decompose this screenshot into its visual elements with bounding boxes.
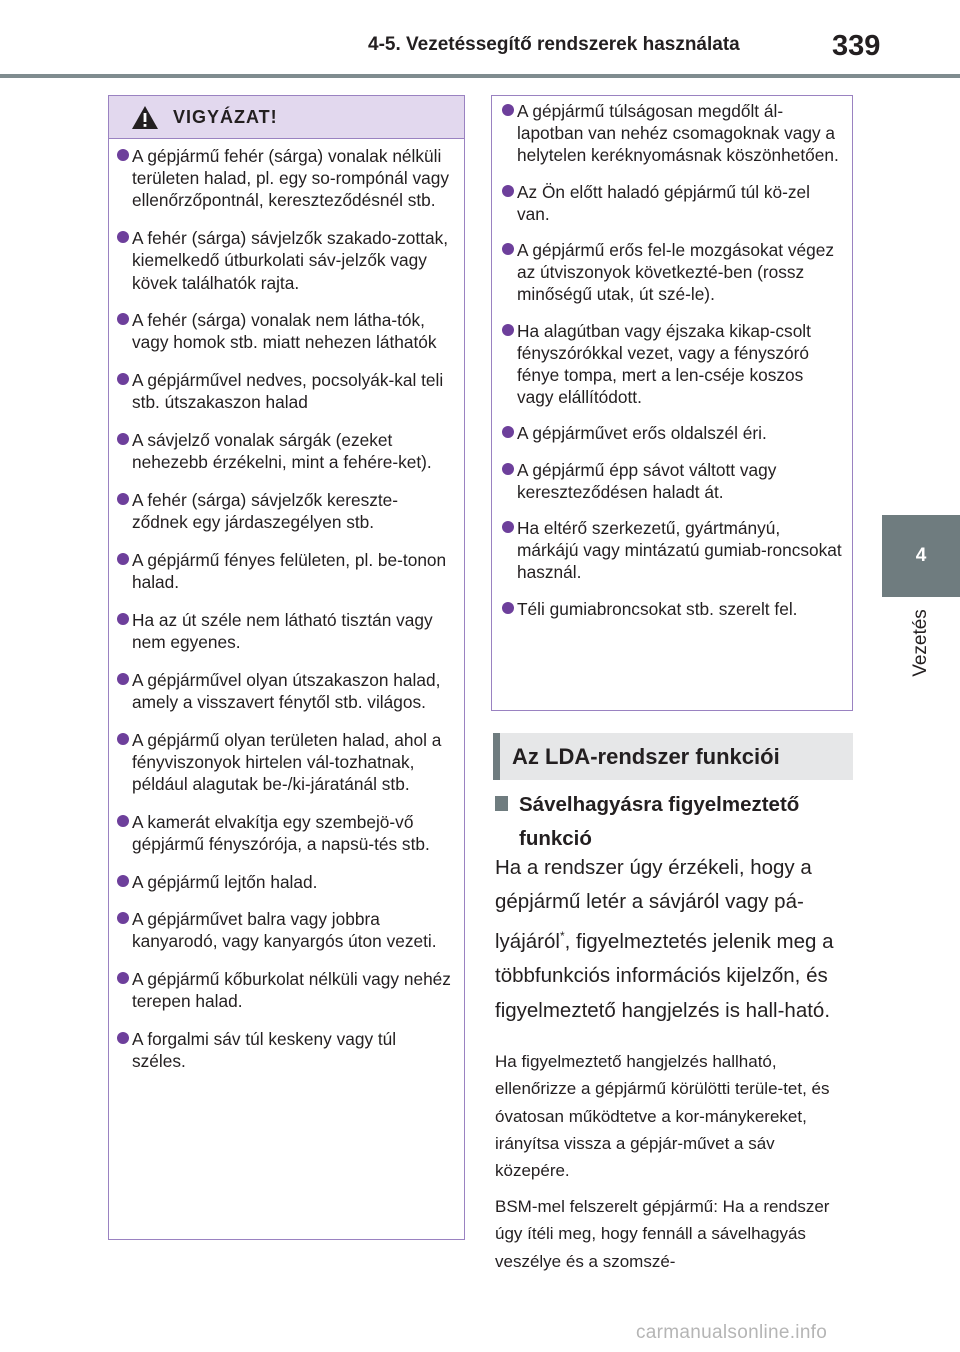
bullet-dot-icon	[117, 875, 129, 887]
caution-list-item	[502, 181, 844, 225]
caution-list-item	[117, 609, 452, 653]
caution-list-item	[117, 227, 452, 294]
caution-item-text: A gépjármű épp sávot váltott vagy kereszteződésen haladt át.	[517, 459, 777, 502]
caution-list-item	[117, 729, 452, 796]
caution-item-text: A forgalmi sáv túl keskeny vagy túl széles.	[132, 1029, 397, 1072]
caution-title: VIGYÁZAT!	[173, 106, 278, 127]
bullet-dot-icon	[502, 463, 514, 475]
main-text-before: Ha a rendszer úgy érzékeli, hogy a gépjármű letér a sávjáról vagy pá-lyájáról	[495, 856, 812, 954]
caution-item-text: A gépjárművel olyan útszakaszon halad, amely a visszavert fénytől stb. világos.	[132, 669, 441, 712]
bullet-dot-icon	[117, 613, 129, 625]
main-text-after: , figyelmeztetés jelenik meg a többfunkciós információs kijelzőn, és figyelmeztető hangjelzés is hall-ható.	[495, 930, 834, 1022]
caution-item-text: A gépjárművel nedves, pocsolyák-kal teli stb. útszakaszon halad	[132, 370, 444, 413]
bullet-dot-icon	[117, 912, 129, 924]
bullet-dot-icon	[502, 521, 514, 533]
caution-list-item	[117, 908, 452, 952]
header-section-title: 4-5. Vezetéssegítő rendszerek használata	[368, 34, 740, 55]
subheading-square-marker	[495, 796, 508, 811]
caution-list-item	[117, 1028, 452, 1072]
caution-list-item	[502, 598, 844, 620]
footnote-mark: *	[559, 929, 565, 944]
bullet-dot-icon	[502, 104, 514, 116]
bullet-dot-icon	[117, 433, 129, 445]
caution-list-item	[117, 811, 452, 855]
caution-item-text: A gépjárművet erős oldalszél éri.	[517, 423, 767, 444]
caution-list-item	[502, 517, 844, 584]
caution-box-right	[491, 95, 853, 711]
bullet-dot-icon	[117, 972, 129, 984]
caution-list-item	[117, 871, 452, 893]
header-rule	[0, 74, 960, 78]
caution-list-item	[502, 100, 844, 167]
bullet-dot-icon	[117, 553, 129, 565]
watermark: carmanualsonline.info	[636, 1322, 828, 1343]
caution-list-item	[117, 489, 452, 533]
chapter-number: 4	[915, 545, 927, 566]
caution-item-text: Ha alagútban vagy éjszaka kikap-csolt fényszórókkal vezet, vagy a fényszóró fénye tompa, mert a len-cséje koszos vagy elállítódott.	[517, 320, 811, 408]
chapter-label: Vezetés	[910, 609, 931, 677]
chapter-tab[interactable]	[882, 515, 960, 597]
bullet-dot-icon	[117, 1032, 129, 1044]
bullet-dot-icon	[117, 673, 129, 685]
caution-header	[109, 96, 464, 139]
page-number: 339	[832, 30, 881, 62]
bullet-dot-icon	[117, 313, 129, 325]
subheading-line-1: Sávelhagyásra figyelmeztető	[519, 793, 800, 816]
bullet-dot-icon	[117, 493, 129, 505]
subheading-text	[495, 788, 845, 856]
caution-list-left	[109, 139, 464, 1073]
caution-item-text: Ha az út széle nem látható tisztán vagy nem egyenes.	[132, 609, 433, 652]
caution-list-item	[502, 320, 844, 409]
main-paragraph	[495, 851, 845, 1028]
caution-list-item	[117, 145, 452, 212]
caution-list-item	[117, 968, 452, 1012]
caution-item-text: A fehér (sárga) sávjelzők szakado-zottak, kiemelkedő útburkolati sáv-jelzők vagy kövek találhatók rajta.	[132, 228, 449, 293]
caution-list-item	[117, 309, 452, 353]
caution-item-text: A gépjármű túlságosan megdőlt ál-lapotban van nehéz csomagoknak vagy a helytelen keréknyomásnak köszönhetően.	[517, 101, 839, 166]
caution-list-item	[117, 369, 452, 413]
warning-triangle-icon	[131, 105, 159, 130]
bullet-dot-icon	[117, 149, 129, 161]
subheading-line-2: funkció	[519, 827, 592, 850]
bullet-dot-icon	[117, 733, 129, 745]
caution-item-text: A gépjármű fényes felületen, pl. be-tonon halad.	[132, 549, 447, 593]
caution-item-text: Ha eltérő szerkezetű, gyártmányú, márkájú vagy mintázatú gumiab-roncsokat használ.	[517, 518, 842, 583]
bullet-dot-icon	[117, 815, 129, 827]
caution-list-item	[117, 549, 452, 593]
caution-item-text: A gépjármű erős fel-le mozgásokat végez az útviszonyok következté-ben (rossz minőségű utak, út szé-le).	[517, 240, 834, 305]
caution-item-text: A gépjárművet balra vagy jobbra kanyarodó, vagy kanyargós úton vezeti.	[132, 909, 437, 952]
caution-item-text: A kamerát elvakítja egy szembejö-vő gépjármű fényszórója, a napsü-tés stb.	[132, 811, 430, 854]
caution-list-item	[502, 239, 844, 306]
caution-list-item	[502, 459, 844, 503]
caution-item-text: A fehér (sárga) vonalak nem látha-tók, vagy homok stb. miatt nehezen láthatók	[132, 310, 437, 353]
bullet-dot-icon	[502, 185, 514, 197]
caution-item-text: A gépjármű lejtőn halad.	[132, 871, 318, 892]
bullet-dot-icon	[117, 373, 129, 385]
caution-item-text: A gépjármű kőburkolat nélküli vagy nehéz terepen halad.	[132, 969, 451, 1012]
bullet-dot-icon	[502, 602, 514, 614]
paragraph-2: Ha figyelmeztető hangjelzés hallható, ellenőrizze a gépjármű körülötti terüle-tet, és óvatosan működtetve a kor-mánykereket, irányítsa vissza a gépjár-művet a sáv közepére.	[495, 1052, 830, 1181]
bullet-dot-icon	[502, 243, 514, 255]
paragraph-3: BSM-mel felszerelt gépjármű: Ha a rendszer úgy ítéli meg, hogy fennáll a sávelhagyás veszélye és a szomszé-	[495, 1197, 830, 1271]
caution-list-item	[117, 669, 452, 713]
caution-list-item	[502, 422, 844, 444]
caution-item-text: A gépjármű olyan területen halad, ahol a fényviszonyok hirtelen vál-tozhatnak, például alagutak be-/ki-járatánál stb.	[132, 729, 442, 794]
caution-item-text: A sávjelző vonalak sárgák (ezeket nehezebb érzékelni, mint a fehére-ket).	[132, 430, 432, 473]
bullet-dot-icon	[502, 324, 514, 336]
caution-box-left	[108, 95, 465, 1240]
caution-list-right	[492, 96, 852, 620]
caution-list-item	[117, 429, 452, 473]
caution-item-text: A gépjármű fehér (sárga) vonalak nélküli területen halad, pl. egy so-rompónál vagy ellenőrzőpontnál, kereszteződésnél stb.	[132, 146, 450, 211]
caution-item-text: Az Ön előtt haladó gépjármű túl kö-zel van.	[517, 181, 810, 224]
bullet-dot-icon	[117, 231, 129, 243]
caution-item-text: A fehér (sárga) sávjelzők kereszte-ződnek egy járdaszegélyen stb.	[132, 489, 399, 533]
section-heading: Az LDA-rendszer funkciói	[493, 733, 853, 780]
subheading	[495, 788, 845, 856]
bullet-dot-icon	[502, 426, 514, 438]
caution-item-text: Téli gumiabroncsokat stb. szerelt fel.	[517, 598, 798, 619]
